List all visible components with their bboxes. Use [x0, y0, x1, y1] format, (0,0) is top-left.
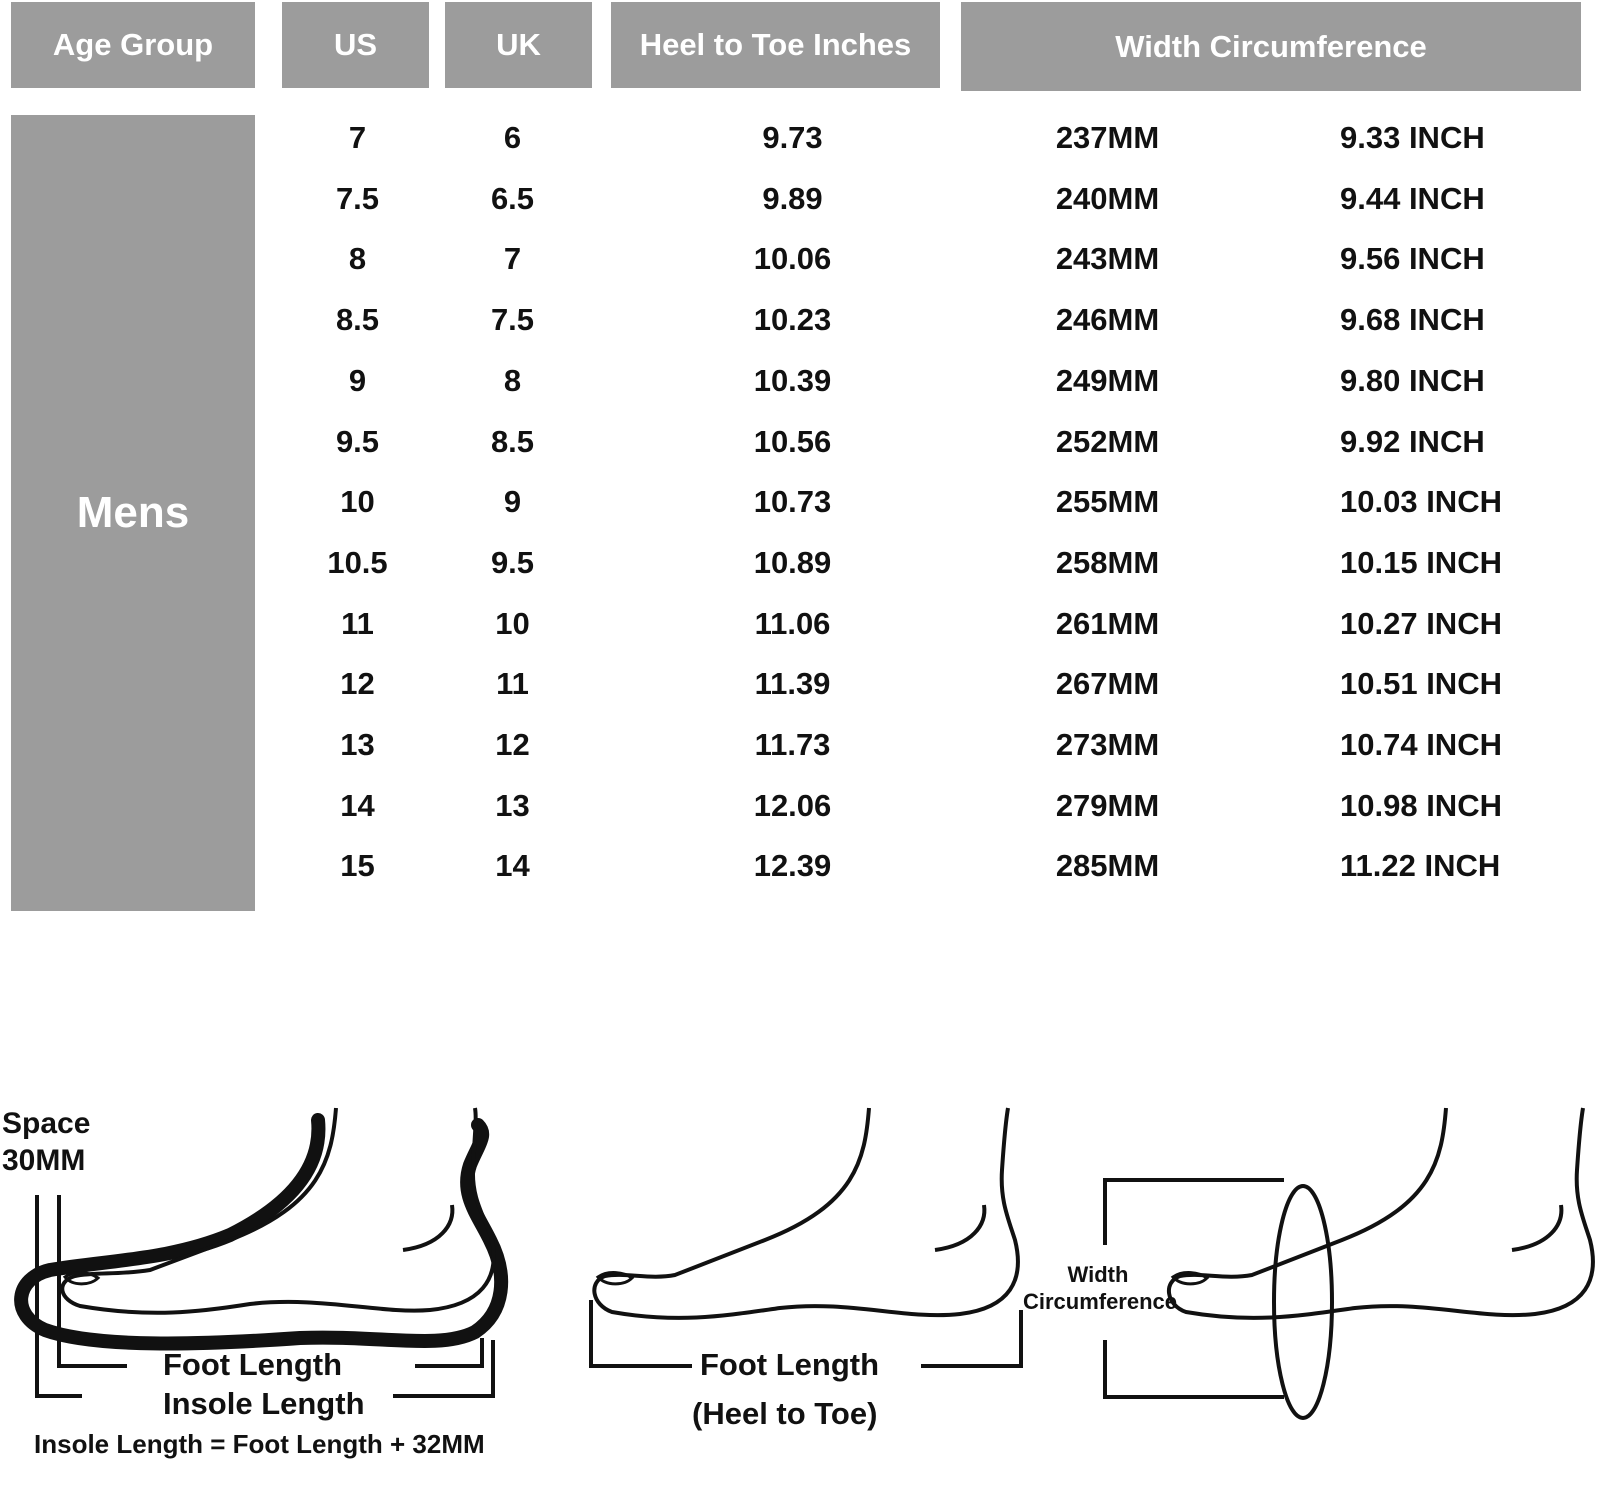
insole-formula: Insole Length = Foot Length + 32MM [34, 1429, 485, 1459]
width-mm-cell: 243MM [1055, 241, 1160, 277]
insole-foot-length-label: Foot Length [163, 1347, 343, 1382]
table-row [0, 351, 1600, 411]
width-mm-cell: 267MM [1055, 666, 1160, 702]
header-us: US [282, 2, 429, 88]
uk-size-cell: 7.5 [490, 302, 535, 338]
heel-to-toe-cell: 11.06 [754, 605, 831, 641]
heel-to-toe-cell: 10.73 [753, 484, 832, 520]
width-inch-cell: 10.98 INCH [1340, 787, 1502, 823]
age-group-label: Mens [76, 488, 190, 537]
uk-size-cell: 13 [495, 787, 530, 823]
header-uk: UK [445, 2, 592, 88]
us-size-cell: 14 [340, 787, 375, 823]
table-row [0, 776, 1600, 836]
us-size-cell: 9.5 [335, 423, 380, 459]
table-row [0, 594, 1600, 654]
uk-size-cell: 8 [503, 362, 522, 398]
table-row [0, 290, 1600, 350]
width-mm-cell: 255MM [1055, 484, 1160, 520]
width-inch-cell: 9.68 INCH [1340, 302, 1485, 338]
heel-to-toe-cell: 10.23 [753, 302, 832, 338]
width-inch-cell: 9.80 INCH [1340, 362, 1485, 398]
header-age-group: Age Group [11, 2, 255, 88]
ankle-line-1 [403, 1205, 452, 1250]
width-inch-cell: 10.15 INCH [1340, 544, 1502, 580]
width-mm-cell: 273MM [1055, 727, 1160, 762]
us-size-cell: 12 [340, 666, 375, 702]
table-row [0, 412, 1600, 472]
width-inch-cell: 9.44 INCH [1340, 180, 1485, 216]
width-label-line2: Circumference [1022, 1289, 1178, 1314]
header-heel-to-toe: Heel to Toe Inches [611, 2, 940, 88]
table-row [0, 229, 1600, 289]
width-inch-cell: 9.92 INCH [1340, 423, 1485, 459]
uk-size-cell: 9.5 [490, 544, 535, 580]
width-inch-cell: 10.03 INCH [1340, 484, 1502, 520]
width-label-line1: Width [1067, 1262, 1129, 1287]
heel-to-toe-cell: 11.39 [754, 666, 831, 702]
uk-size-cell: 10 [495, 605, 530, 641]
table-row [0, 654, 1600, 714]
heel-to-toe-cell: 11.73 [754, 727, 831, 762]
uk-size-cell: 6.5 [490, 180, 535, 216]
us-size-cell: 7.5 [335, 180, 380, 216]
foot-outline-2 [594, 1108, 1018, 1318]
us-size-cell: 10 [340, 484, 375, 520]
table-row [0, 533, 1600, 593]
width-inch-cell: 10.51 INCH [1340, 666, 1502, 702]
foot-length-diagram [591, 1108, 1021, 1431]
uk-size-cell: 9 [503, 484, 522, 520]
ankle-line-2 [935, 1205, 984, 1250]
uk-size-cell: 11 [496, 666, 529, 702]
insole-length-label: Insole Length [163, 1386, 365, 1421]
us-size-cell: 15 [340, 848, 375, 884]
space-label-line2: 30MM [2, 1144, 86, 1177]
width-bracket-bottom [1105, 1340, 1284, 1397]
measurement-diagrams [0, 1100, 1600, 1489]
width-mm-cell: 237MM [1055, 120, 1160, 155]
us-size-cell: 10.5 [327, 544, 388, 580]
insole-diagram [2, 1107, 501, 1459]
width-mm-cell: 261MM [1055, 605, 1160, 641]
us-size-cell: 13 [340, 727, 375, 762]
width-mm-cell: 285MM [1055, 848, 1160, 884]
uk-size-cell: 6 [503, 120, 522, 155]
width-mm-cell: 240MM [1055, 180, 1160, 216]
width-mm-cell: 279MM [1055, 787, 1160, 823]
heel-to-toe-cell: 10.56 [753, 423, 832, 459]
table-row [0, 169, 1600, 229]
foot-outline-3 [1169, 1108, 1593, 1318]
table-row [0, 108, 1600, 168]
us-size-cell: 11 [341, 605, 374, 641]
heel-to-toe-cell: 9.73 [762, 120, 823, 155]
heel-to-toe-label: (Heel to Toe) [692, 1396, 878, 1431]
heel-to-toe-cell: 10.06 [753, 241, 832, 277]
us-size-cell: 9 [348, 362, 367, 398]
heel-to-toe-cell: 10.39 [753, 362, 832, 398]
uk-size-cell: 12 [495, 727, 530, 762]
width-mm-cell: 249MM [1055, 362, 1160, 398]
width-inch-cell: 10.74 INCH [1340, 727, 1502, 762]
heel-to-toe-cell: 12.39 [753, 848, 832, 884]
width-inch-cell: 10.27 INCH [1340, 605, 1502, 641]
width-mm-cell: 252MM [1055, 423, 1160, 459]
us-size-cell: 7 [348, 120, 367, 155]
heel-to-toe-cell: 10.89 [753, 544, 832, 580]
width-inch-cell: 9.56 INCH [1340, 241, 1485, 277]
width-circumference-diagram [1023, 1108, 1593, 1418]
heel-to-toe-cell: 9.89 [762, 180, 823, 216]
us-size-cell: 8.5 [335, 302, 380, 338]
uk-size-cell: 8.5 [490, 423, 535, 459]
heel-toe-bracket-right [921, 1310, 1021, 1366]
width-mm-cell: 246MM [1055, 302, 1160, 338]
foot-length-label: Foot Length [700, 1347, 880, 1382]
space-label-line1: Space [2, 1107, 91, 1140]
uk-size-cell: 14 [495, 848, 530, 884]
ankle-line-3 [1512, 1205, 1561, 1250]
uk-size-cell: 7 [503, 241, 522, 277]
width-bracket-top [1105, 1180, 1284, 1245]
width-ellipse [1274, 1186, 1332, 1418]
width-mm-cell: 258MM [1055, 544, 1160, 580]
us-size-cell: 8 [348, 241, 367, 277]
heel-to-toe-cell: 12.06 [753, 787, 832, 823]
header-width-circumference: Width Circumference [961, 2, 1581, 91]
width-inch-cell: 11.22 INCH [1340, 848, 1501, 884]
table-row [0, 715, 1600, 775]
table-row [0, 472, 1600, 532]
width-inch-cell: 9.33 INCH [1340, 120, 1485, 155]
table-row [0, 836, 1600, 896]
